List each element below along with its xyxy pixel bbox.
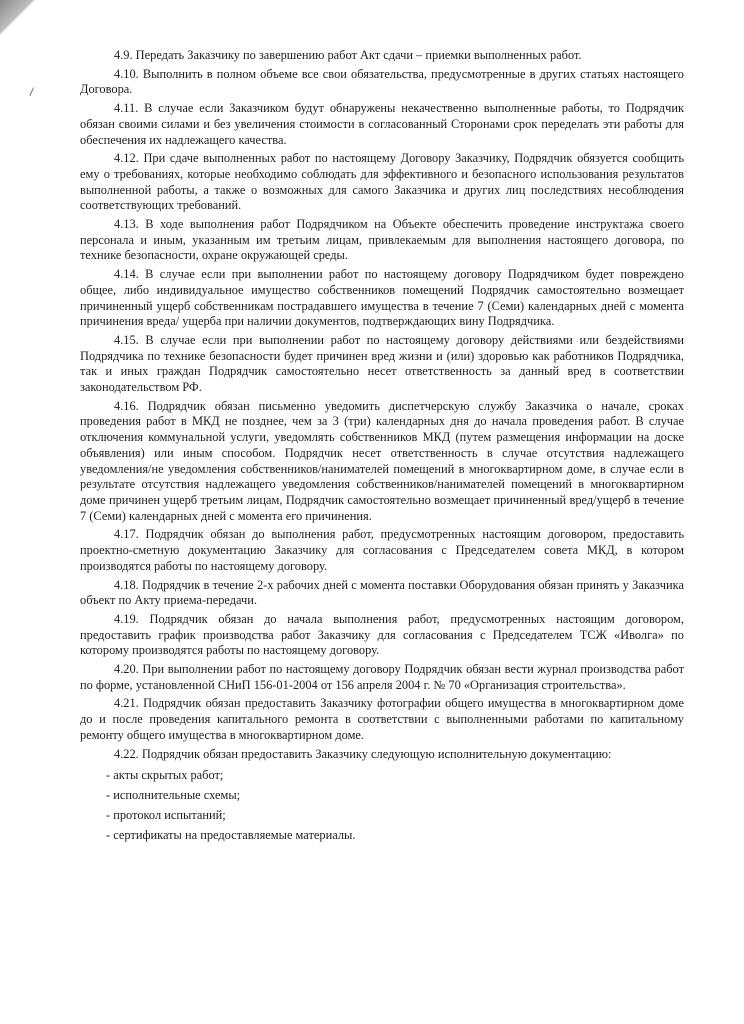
clause-4-16: 4.16. Подрядчик обязан письменно уведомить диспетчерскую службу Заказчика о начале, сроках проведения работ в МКД не позднее, чем за 3 (три) календарных дня до начала проведения работ. В случае отключения коммунальной услуги, уведомлять собственников МКД (путем размещения информации на доске объявления) или иным способом. Подрядчик несет ответственность в случае отсутствия надлежащего уведомления/не уведомления собственников/нанимателей помещений в многоквартирном доме, в случае если в результате отсутствия надлежащего уведомления собственников/нанимателей помещений в многоквартирном доме причинен ущерб третьим лицам, Подрядчик самостоятельно возмещает причиненный вред/ущерб в течение 7 (Семи) календарных дней с момента его причинения. — [80, 398, 684, 523]
clause-4-17: 4.17. Подрядчик обязан до выполнения работ, предусмотренных настоящим договором, предоставить проектно-сметную документацию Заказчику для согласования с Председателем совета МКД, в котором производятся работы по настоящему договору. — [80, 527, 684, 573]
clause-4-13: 4.13. В ходе выполнения работ Подрядчиком на Объекте обеспечить проведение инструктажа своего персонала и иным, указанным им третьим лицам, привлекаемым для выполнения настоящего договора, по технике безопасности, охране окружающей среды. — [80, 217, 684, 263]
clause-4-12: 4.12. При сдаче выполненных работ по настоящему Договору Заказчику, Подрядчик обязуется сообщить ему о требованиях, которые необходимо соблюдать для эффективного и безопасного использования результатов выполненной работы, а также о возможных для самого Заказчика и других лиц последствиях несоблюдения соответствующих требований. — [80, 151, 684, 213]
clause-4-9: 4.9. Передать Заказчику по завершению работ Акт сдачи – приемки выполненных работ. — [114, 48, 582, 62]
folded-corner — [0, 0, 36, 36]
clause-4-14: 4.14. В случае если при выполнении работ по настоящему договору Подрядчиком будет повреждено общее, либо индивидуальное имущество собственников помещений Подрядчик самостоятельно возмещает причиненный ущерб собственникам пострадавшего имущества в течение 7 (Семи) календарных дней с момента причинения вреда/ ущерба при наличии документов, подтверждающих вину Подрядчика. — [80, 267, 684, 329]
scan-mark — [29, 87, 37, 97]
list-item: - протокол испытаний; — [106, 808, 226, 823]
list-item: - исполнительные схемы; — [106, 788, 241, 803]
clause-4-21: 4.21. Подрядчик обязан предоставить Заказчику фотографии общего имущества в многоквартирном доме до и после проведения капитального ремонта в соответствии с выполненными работами по капитальному ремонту общего имущества в многоквартирном доме. — [80, 696, 684, 742]
list-item: - акты скрытых работ; — [106, 768, 224, 783]
list-item: - сертификаты на предоставляемые материалы. — [106, 828, 356, 843]
clause-4-22: 4.22. Подрядчик обязан предоставить Заказчику следующую исполнительную документацию: — [114, 746, 612, 761]
clause-4-18: 4.18. Подрядчик в течение 2-х рабочих дней с момента поставки Оборудования обязан принять у Заказчика объект по Акту приема-передачи. — [80, 577, 684, 608]
documentation-list — [80, 765, 684, 845]
clause-4-10: 4.10. Выполнить в полном объеме все свои обязательства, предусмотренные в других статьях настоящего Договора. — [80, 66, 684, 97]
clause-4-20: 4.20. При выполнении работ по настоящему договору Подрядчик обязан вести журнал производства работ по форме, установленной СНиП 156-01-2004 от 156 апреля 2004 г. № 70 «Организация строительства». — [80, 662, 684, 692]
clause-4-15: 4.15. В случае если при выполнении работ по настоящему договору действиями или бездействиями Подрядчика по технике безопасности будет причинен вред жизни и (или) здоровью как работников Подрядчика, так и иных граждан Подрядчик самостоятельно несет ответственность за данный вред в соответствии законодательством РФ. — [80, 332, 684, 395]
clause-4-11: 4.11. В случае если Заказчиком будут обнаружены некачественно выполненные работы, то Подрядчик обязан своими силами и без увеличения стоимости в согласованный Сторонами срок переделать эти работы для обеспечения их надлежащего качества. — [80, 101, 684, 147]
clause-4-19: 4.19. Подрядчик обязан до начала выполнения работ, предусмотренных настоящим договором, предоставить график производства работ Заказчику для согласования с Председателем ТСЖ «Иволга» по которому производятся работы по настоящему договору. — [80, 611, 684, 658]
contract-page — [80, 48, 684, 845]
